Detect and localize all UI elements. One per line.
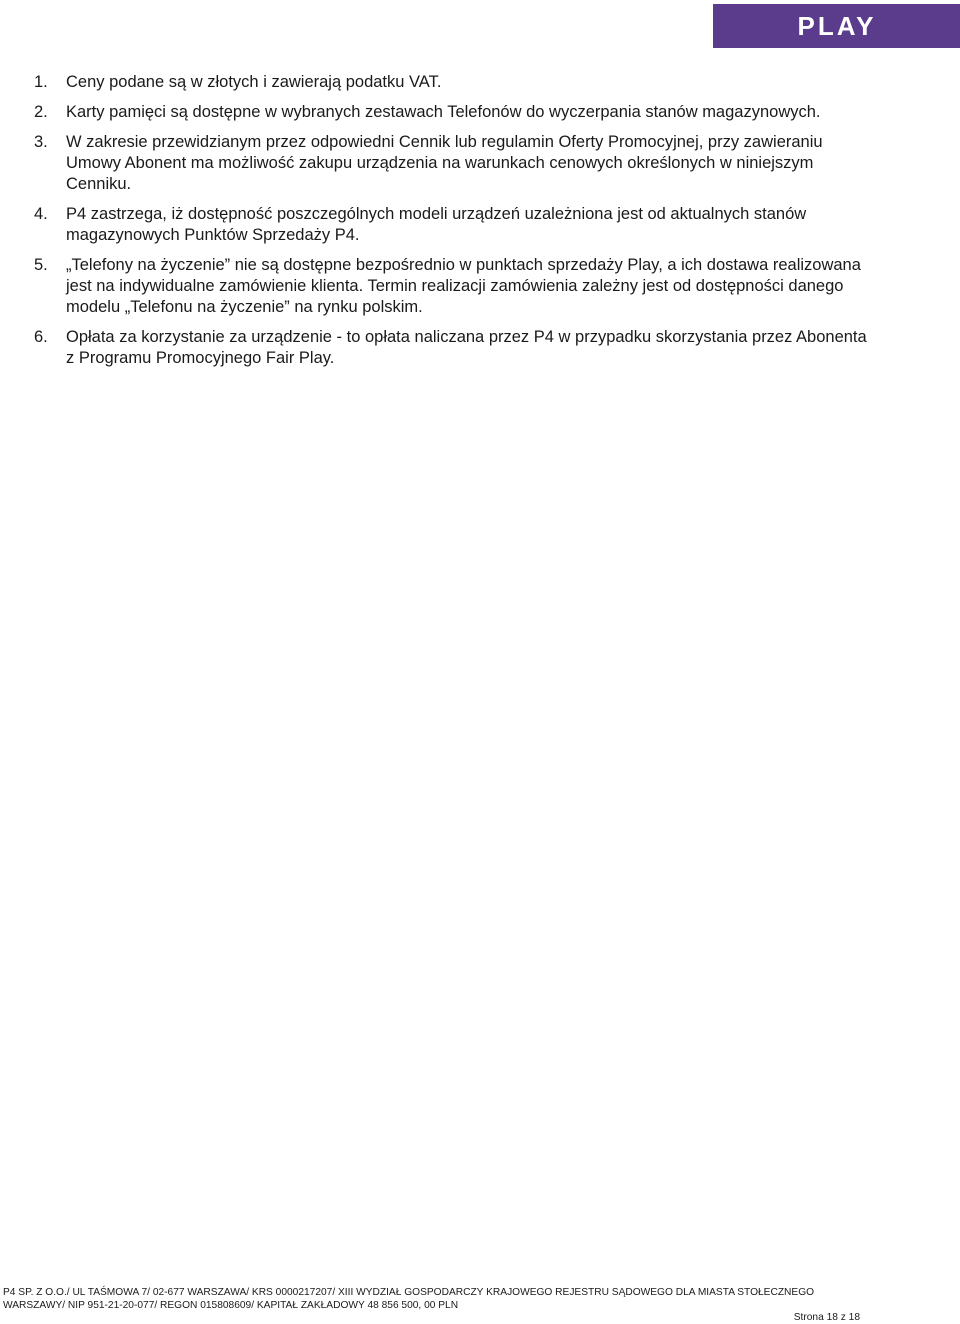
note-number: 6. <box>34 328 48 346</box>
note-item <box>0 255 960 318</box>
note-item <box>0 102 960 123</box>
note-item <box>0 327 960 369</box>
note-item <box>0 132 960 195</box>
note-number: 1. <box>34 73 48 91</box>
notes-list <box>0 72 960 378</box>
play-logo-icon <box>767 13 907 39</box>
page-number: Strona 18 z 18 <box>793 1312 860 1323</box>
note-text: „Telefony na życzenie” nie są dostępne bezpośrednio w punktach sprzedaży Play, a ich dostawa realizowana jest na indywidualne zamówienie klienta. Termin realizacji zamówienia zależny jest od dostępności danego modelu „Telefonu na życzenie” na rynku polskim. <box>66 256 861 316</box>
note-item <box>0 204 960 246</box>
company-footer <box>3 1286 958 1312</box>
note-number: 5. <box>34 256 48 274</box>
footer-line-1: P4 SP. Z O.O./ UL TAŚMOWA 7/ 02-677 WARSZAWA/ KRS 0000217207/ XIII WYDZIAŁ GOSPODARCZY KRAJOWEGO REJESTRU SĄDOWEGO DLA MIASTA STOŁECZNEGO <box>3 1287 815 1298</box>
note-text: Opłata za korzystanie za urządzenie - to opłata naliczana przez P4 w przypadku skorzystania przez Abonenta z Programu Promocyjnego Fair Play. <box>66 328 867 367</box>
note-text: Ceny podane są w złotych i zawierają podatku VAT. <box>66 73 442 91</box>
note-item <box>0 72 960 93</box>
note-number: 3. <box>34 133 48 151</box>
note-number: 4. <box>34 205 48 223</box>
footer-line-2: WARSZAWY/ NIP 951-21-20-077/ REGON 015808609/ KAPITAŁ ZAKŁADOWY 48 856 500, 00 PLN <box>3 1300 459 1311</box>
note-number: 2. <box>34 103 48 121</box>
play-logo <box>713 4 960 48</box>
play-logo-text: PLAY <box>797 13 876 39</box>
note-text: P4 zastrzega, iż dostępność poszczególnych modeli urządzeń uzależniona jest od aktualnych stanów magazynowych Punktów Sprzedaży P4. <box>66 205 807 244</box>
note-text: W zakresie przewidzianym przez odpowiedni Cennik lub regulamin Oferty Promocyjnej, przy zawieraniu Umowy Abonent ma możliwość zakupu urządzenia na warunkach cenowych określonych w niniejszym Cenniku. <box>66 133 823 193</box>
note-text: Karty pamięci są dostępne w wybranych zestawach Telefonów do wyczerpania stanów magazynowych. <box>66 103 821 121</box>
